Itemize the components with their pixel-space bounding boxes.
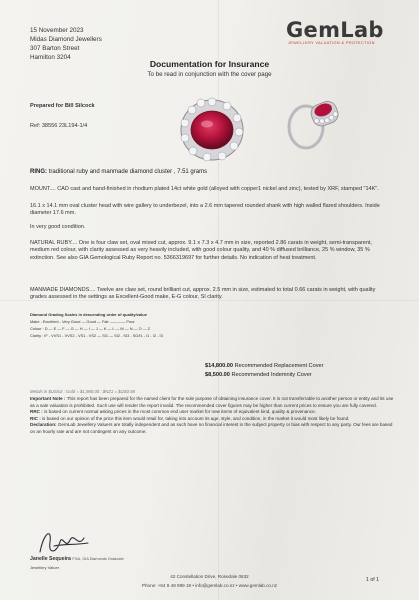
gemlab-logo [286, 18, 396, 45]
indemnity-amount: $8,500.00 [205, 372, 230, 378]
valuer-signature [34, 524, 94, 560]
ring-front-photo [177, 95, 247, 165]
grading-title: Diamond Grading Scales in descending order of quality/value [30, 312, 147, 317]
mount-dimensions: 16.1 x 14.1 mm oval cluster head with wire gallery to underbezel, into a 2.6 mm tapered rounded shank with high walled flared shoulders. Inside diameter 17.6 mm. [30, 203, 380, 217]
replacement-amount: $14,800.00 [205, 363, 233, 369]
clarity-scale: Clarity : IF - VVS1 - VVS2 - VS1 - VS2 — SI1 — SI2 - SI3 - SO/I1 - I1 - I2 - I3 [30, 333, 163, 338]
valuer-credentials: FGA, GIA Diamonds Graduate [72, 557, 124, 561]
ring-label: RING: [30, 169, 47, 175]
declaration-note: Declaration: GemLab Jewellery Valuers are totally independent and as such have no financial interest in the subject property or bias with respect to any party. Our fees are based on an hourly rate and are not contingent on any outcome. [30, 422, 393, 434]
letterhead-address [30, 26, 102, 62]
colour-scale: Colour : D — E — F — G — H — I — J — K — L — M — N — O — Z [30, 326, 151, 331]
recipient-line: Hamilton 3204 [30, 54, 71, 61]
ruby-description: NATURAL RUBY.... One is four claw set, oval mixed cut, approx. 9.1 x 7.3 x 4.7 mm in size, reported 2.86 carats in weight, semi-transparent, medium red colour, with clarity assessed as very heavily included, with good colour quality, and 40 % diffused brilliance, 25 % window, 35 % extinction. See also GIA Gemological Ruby Report no. 5366319697 for further details. No indication of heat treatment. [30, 240, 372, 261]
document-title: Documentation for Insurance [149, 59, 270, 69]
replacement-cover [205, 363, 323, 369]
ring-description: traditional ruby and manmade diamond cluster , 7.51 grams [48, 169, 208, 175]
valuer-title: Jewellery Valuer [30, 565, 60, 570]
replacement-label: Recommended Replacement Cover [234, 363, 324, 369]
valuer-name-line [30, 556, 124, 562]
reference-number: Ref: 38556 23L194-1/4 [30, 123, 88, 129]
important-note: Important Note : This report has been prepared for the named client for the sole purpose of obtaining insurance cover. It is not transferrable to another person or entity and its use as a sale valuation is prohibited. Such use will render the report invalid. The recommended cover figures may be higher than current prices to ensure you are fully covered. [30, 396, 394, 408]
date: 15 November 2023 [30, 27, 84, 34]
make-scale: Make : Excellent - Very Good — Good — Fair ———— Poor [30, 319, 135, 324]
mount-description: MOUNT.... CAD cast and hand-finished in rhodium plated 14ct white gold (alloyed with copper1 nickel and zinc), tested by XRF, stamped "14K". [30, 186, 379, 192]
mount-condition: In very good condition. [30, 224, 86, 230]
ring-side-photo [282, 93, 346, 153]
valuer-name: Janelle Sequeira [30, 556, 71, 562]
footer-contact: Phone: +64 9 48 999 19 • info@gemlab.co.nz • www.gemlab.co.nz [141, 583, 278, 588]
diamonds-description: MANMADE DIAMONDS.... Twelve are claw set, round brilliant cut, approx. 2.5 mm in size, estimated to total 0.66 carats in weight, with quality grades assessed in the settings as Excellent-Good make, E-G colour, SI clarity. [30, 287, 376, 301]
grading-scales [30, 311, 230, 339]
recipient-line: Midas Diamond Jewellers [30, 36, 102, 43]
page-number: 1 of 1 [366, 577, 379, 583]
rrc-note: RRC : is based on current normal asking prices in the most common end user market for new items of equivalent kind, quality & provenance. [30, 409, 316, 414]
logo-wordmark: GemLab [286, 18, 384, 42]
recipient-line: 307 Barton Street [30, 45, 80, 52]
notes-section [30, 396, 394, 435]
logo-tagline: JEWELLERY VALUATION & PROTECTION [288, 41, 375, 45]
metal-prices: Metals in $US/oz : Gold = $1,980.00 : $NZ1 = $US0.58 [30, 389, 135, 394]
document-subtitle: To be read in conjunction with the cover page [147, 71, 272, 78]
footer-address: 42 Constellation Drive, Rosedale 0632 [170, 574, 249, 579]
prepared-for: Prepared for Bill Silcock [30, 103, 95, 109]
indemnity-label: Recommended Indemnity Cover [231, 372, 312, 378]
indemnity-cover [205, 372, 312, 378]
ric-note: RIC : is based on our opinion of the price this item would retail for, taking into account its age, style, and condition, in the market it would most likely be found. [30, 415, 350, 421]
ring-summary [30, 169, 207, 175]
